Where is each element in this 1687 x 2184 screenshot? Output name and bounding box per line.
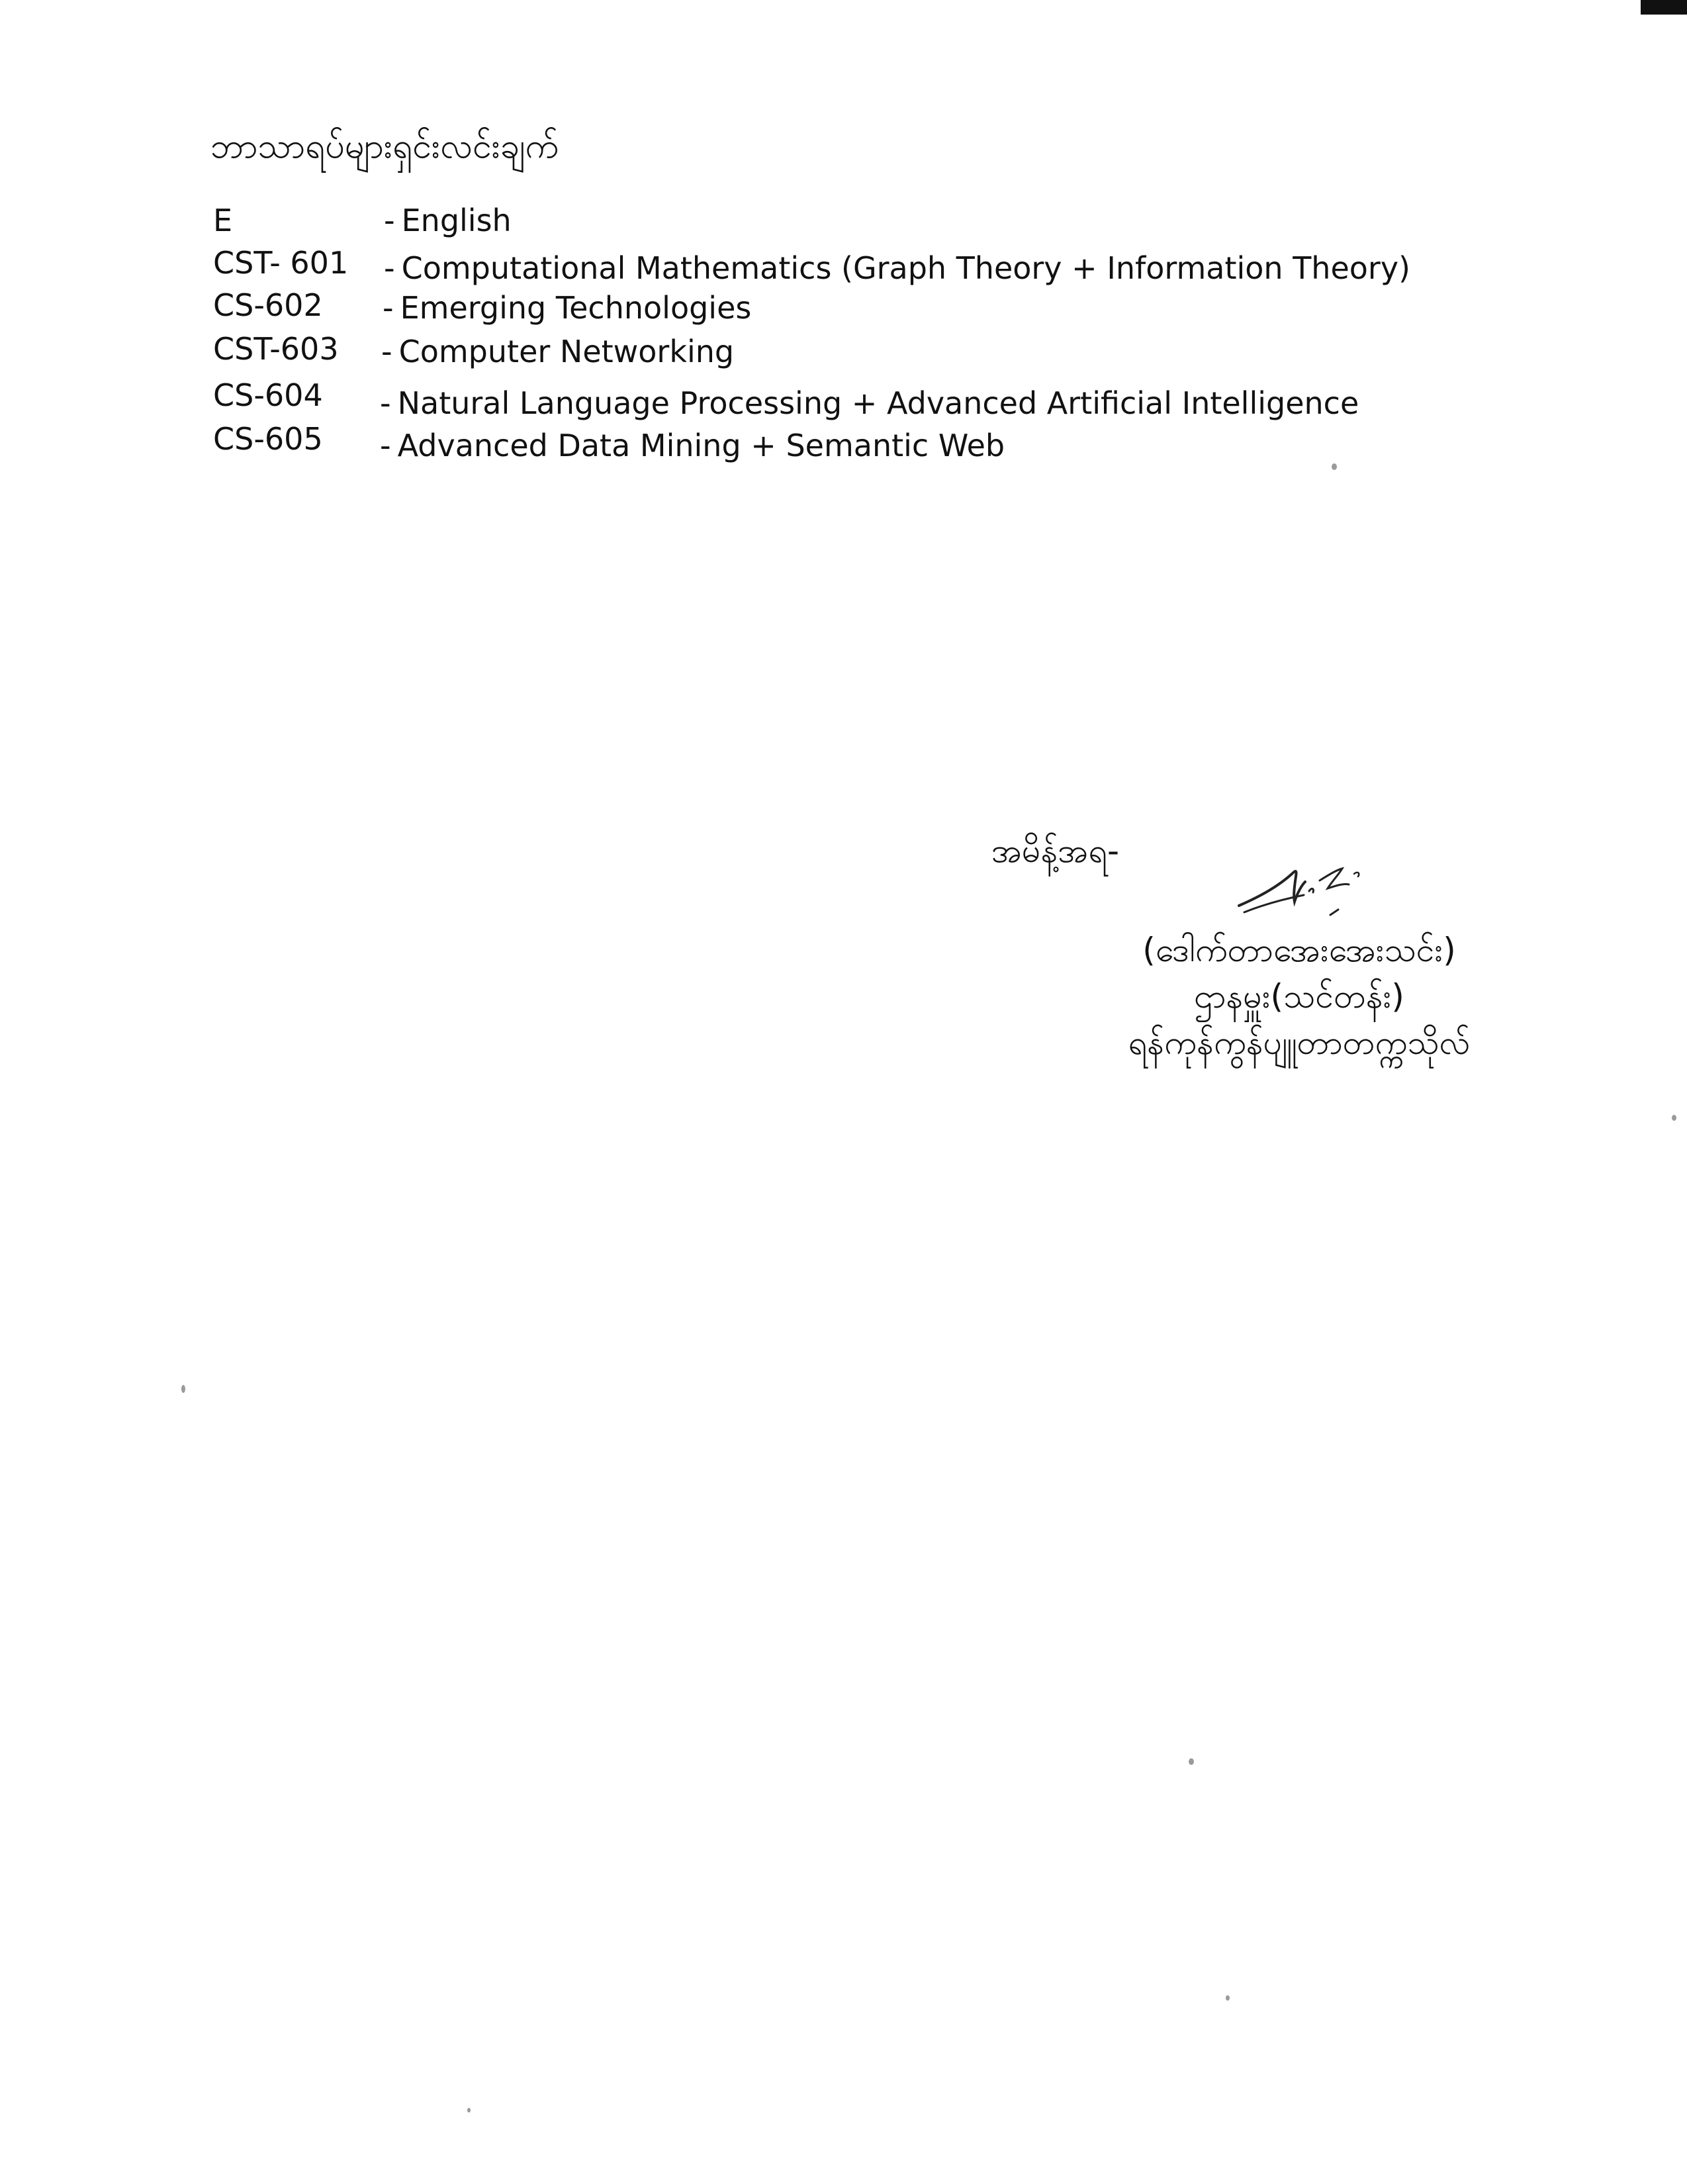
scan-speck [1672,1115,1676,1121]
subject-dash: - [384,250,395,286]
scan-speck [1189,1758,1194,1765]
subject-name: Advanced Data Mining + Semantic Web [397,428,1005,463]
subject-code: CS-602 [213,287,323,323]
scan-speck [467,2108,471,2113]
subject-name: English [401,203,512,238]
subject-row-cs-604 [213,372,1471,421]
subject-description [381,328,734,375]
subject-name: Computational Mathematics (Graph Theory + Information Theory) [401,250,1410,286]
subject-description [380,422,1005,469]
subject-row-cst-603 [213,326,1471,372]
subject-code: CS-605 [213,421,323,457]
subject-dash: - [380,428,391,463]
subject-explanation-heading: ဘာသာရပ်များရှင်းလင်းချက် [210,126,559,166]
handwritten-signature [1231,854,1370,927]
signatory-block [1068,927,1531,1066]
subject-code: CS-604 [213,377,323,413]
subject-name: Computer Networking [398,334,735,369]
signatory-name: (ဒေါက်တာအေးအေးသင်း) [1142,931,1456,969]
subject-name: Emerging Technologies [400,290,752,326]
subject-dash: - [383,290,394,326]
subject-dash: - [381,334,392,369]
scan-speck [1332,463,1337,470]
subject-row-cst-601 [213,240,1471,286]
by-order-label: အမိန့်အရ- [991,831,1119,870]
subject-row-e [213,197,1471,244]
subject-code: CST-603 [213,331,339,367]
signatory-title: ဌာနမှူး(သင်တန်း) [1194,977,1404,1016]
scan-corner-mark [1641,0,1687,15]
signatory-institution: ရန်ကုန်ကွန်ပျူတာတက္ကသိုလ် [1128,1023,1471,1062]
subject-row-cs-605 [213,416,1471,462]
subject-description [384,197,512,244]
subject-dash: - [380,385,391,421]
subject-code: E [213,203,233,238]
subject-list [213,197,1471,475]
subject-name: Natural Language Processing + Advanced Artificial Intelligence [397,385,1359,421]
subject-description [383,285,751,331]
subject-row-cs-602 [213,282,1471,328]
scan-speck [181,1385,185,1393]
subject-code: CST- 601 [213,245,349,281]
scan-speck [1226,1995,1230,2001]
subject-dash: - [384,203,395,238]
